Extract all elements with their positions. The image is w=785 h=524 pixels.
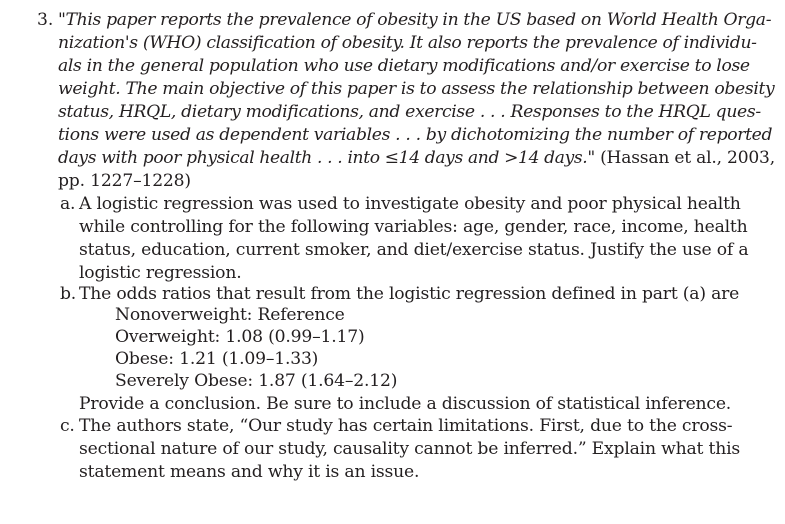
- quote-line: als in the general population who use dietary modifications and/or exercise to lose: [58, 56, 750, 76]
- part-text-line: A logistic regression was used to investigate obesity and poor physical health: [79, 194, 741, 214]
- part-label: c.: [60, 416, 75, 436]
- citation: (Hassan et al., 2003,: [594, 148, 775, 168]
- odds-ratio-item: Obese: 1.21 (1.09–1.33): [115, 349, 319, 369]
- citation-pages: pp. 1227–1228): [58, 171, 191, 191]
- part-text-line: statement means and why it is an issue.: [79, 462, 420, 482]
- odds-ratio-item: Severely Obese: 1.87 (1.64–2.12): [115, 371, 398, 391]
- part-text-line: sectional nature of our study, causality cannot be inferred.” Explain what this: [79, 439, 740, 459]
- quote-line: nization's (WHO) classification of obesity. It also reports the prevalence of individu-: [58, 33, 757, 53]
- part-conclusion: Provide a conclusion. Be sure to include a discussion of statistical inference.: [79, 394, 732, 414]
- part-text-line: while controlling for the following variables: age, gender, race, income, health: [79, 217, 748, 237]
- odds-ratio-item: Nonoverweight: Reference: [115, 305, 345, 325]
- part-text-line: The odds ratios that result from the logistic regression defined in part (a) are: [79, 284, 740, 304]
- quote-line: tions were used as dependent variables . . . by dichotomizing the number of reported: [58, 125, 773, 145]
- quote-last-line: [58, 147, 775, 169]
- quote-line: "This paper reports the prevalence of obesity in the US based on World Health Orga-: [58, 10, 772, 30]
- part-text-line: status, education, current smoker, and diet/exercise status. Justify the use of a: [79, 240, 749, 260]
- quote-line: days with poor physical health . . . into ≤14 days and >14 days.": [58, 148, 595, 168]
- part-text-line: The authors state, “Our study has certain limitations. First, due to the cross-: [79, 416, 733, 436]
- part-label: a.: [60, 194, 76, 214]
- part-label: b.: [60, 284, 77, 304]
- part-text-line: logistic regression.: [79, 263, 242, 283]
- odds-ratio-item: Overweight: 1.08 (0.99–1.17): [115, 327, 365, 347]
- problem-number: 3.: [37, 10, 54, 30]
- quote-line: weight. The main objective of this paper is to assess the relationship between obesity: [58, 79, 775, 99]
- quote-line: status, HRQL, dietary modifications, and exercise . . . Responses to the HRQL ques-: [58, 102, 761, 122]
